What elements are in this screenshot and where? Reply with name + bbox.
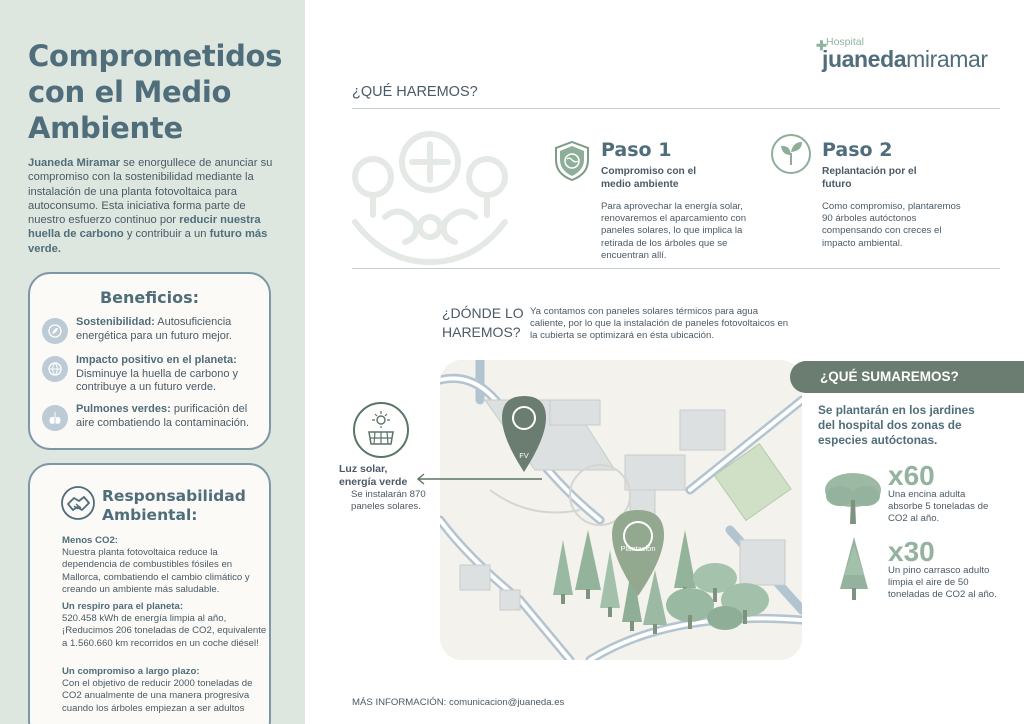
solar-panel-icon — [353, 402, 409, 458]
logo-small-text: Hospital — [826, 36, 864, 48]
contact-email-link[interactable]: comunicacion@juaneda.es — [449, 697, 565, 708]
responsibility-block — [62, 601, 267, 650]
paso2-title: Paso 2 — [822, 139, 893, 161]
tree1-description: Una encina adulta absorbe 5 toneladas de CO2 al año. — [888, 489, 989, 525]
benefit-desc: Autosuficiencia energética para un futuro mejor. — [76, 316, 232, 342]
paso1-subtitle: Compromiso con el medio ambiente — [601, 166, 697, 190]
donde-description: Ya contamos con paneles solares térmicos para agua caliente, por lo que la instalación de paneles fotovoltaicos en la cubierta se optimizará en ésta ubicación. — [530, 306, 789, 342]
block-text: Con el objetivo de reducir 2000 toneladas de CO2 anualmente de una manera progresiva cuando los árboles empiezan a ser adultos — [62, 678, 253, 714]
benefit-item — [42, 403, 264, 431]
hospital-logo — [816, 36, 996, 76]
logo-main-text — [822, 46, 988, 73]
benefit-text — [76, 354, 264, 395]
block-title: Un compromiso a largo plazo: — [62, 666, 200, 677]
logo-bold: juaneda — [822, 46, 907, 72]
donde-line: HAREMOS? — [442, 324, 521, 340]
handshake-icon — [60, 485, 96, 526]
responsibility-title-line: Responsabilidad — [102, 486, 246, 505]
main-title: Comprometidos con el Medio Ambiente — [28, 39, 283, 145]
intro-highlight: futuro más verde. — [28, 228, 268, 255]
responsibility-card — [28, 463, 271, 724]
pine-tree-icon — [834, 535, 874, 601]
globe-icon — [42, 356, 68, 382]
left-panel — [0, 0, 305, 724]
responsibility-header — [60, 485, 246, 526]
responsibility-block — [62, 666, 267, 715]
block-title: Menos CO2: — [62, 535, 118, 546]
responsibility-block — [62, 535, 267, 596]
benefits-title: Beneficios: — [99, 288, 200, 307]
intro-text — [28, 156, 273, 256]
benefits-card — [28, 272, 271, 450]
benefit-desc: purificación del aire combatiendo la contaminación. — [76, 403, 250, 429]
benefit-text — [76, 316, 264, 343]
paso1-description: Para aprovechar la energía solar, renovaremos el aparcamiento con paneles solares, lo que implica la retirada de los árboles que se encuentran allí. — [601, 201, 747, 261]
block-text: 520.458 kWh de energía limpia al año, ¡Reducimos 206 toneladas de CO2, equivalente a 1.560.660 km recorridos en un coche diésel! — [62, 613, 267, 649]
donde-line: ¿DÓNDE LO — [442, 305, 524, 321]
sumaremos-description: Se plantarán en los jardines del hospital dos zonas de especies autóctonas. — [818, 403, 975, 447]
benefit-label: Pulmones verdes: — [76, 403, 171, 415]
divider — [352, 108, 1000, 109]
block-title: Un respiro para el planeta: — [62, 601, 184, 612]
paso1-title: Paso 1 — [601, 139, 672, 161]
lungs-icon — [42, 405, 68, 431]
leaf-icon — [42, 318, 68, 344]
intro-part: y contribuir a un — [123, 228, 210, 241]
benefit-label: Sostenibilidad: — [76, 316, 155, 328]
map-drawing — [440, 360, 802, 660]
divider — [352, 268, 1000, 269]
benefit-text — [76, 403, 264, 430]
section-heading-sumaremos: ¿QUÉ SUMAREMOS? — [790, 361, 1024, 393]
responsibility-title — [102, 487, 246, 525]
block-text: Nuestra planta fotovoltaica reduce la dependencia de combustibles fósiles en Mallorca, combatiendo el cambio climático y creando un ambiente más saludable. — [62, 547, 250, 595]
benefit-label: Impacto positivo en el planeta: — [76, 354, 237, 366]
pin-plantacion-label: Plantación — [620, 544, 656, 553]
oak-tree-icon — [822, 470, 884, 526]
luz-title — [339, 463, 407, 488]
more-info — [352, 697, 564, 708]
benefit-desc: Disminuye la huella de carbono y contribuye a un futuro verde. — [76, 367, 239, 393]
section-heading-haremos: ¿QUÉ HAREMOS? — [352, 84, 478, 100]
luz-description: Se instalarán 870 paneles solares. — [351, 489, 426, 512]
hospital-map — [440, 360, 802, 660]
luz-title-line: energía verde — [339, 475, 408, 488]
tree2-count: x30 — [888, 536, 935, 567]
cross-icon: ✚ — [816, 38, 827, 53]
paso2-description: Como compromiso, plantaremos 90 árboles autóctonos compensando con creces el impacto ambiental. — [822, 201, 961, 249]
tree1-count: x60 — [888, 460, 935, 491]
shield-globe-icon — [553, 140, 591, 182]
intro-highlight: reducir nuestra huella de carbono — [28, 214, 261, 241]
luz-title-line: Luz solar, — [339, 463, 388, 475]
connector-arrow — [414, 472, 544, 486]
sprout-icon — [770, 133, 812, 175]
benefit-item — [42, 354, 264, 395]
pin-fv-label: FV — [519, 451, 529, 460]
tree2-description: Un pino carrasco adulto limpia el aire de 50 toneladas de CO2 al año. — [888, 565, 997, 601]
benefit-item — [42, 316, 264, 344]
more-info-label: MÁS INFORMACIÓN: — [352, 697, 447, 708]
intro-brand: Juaneda Miramar — [28, 157, 121, 169]
paso2-subtitle: Replantación por el futuro — [822, 166, 917, 190]
intro-part: se enorgullece de anunciar su compromiso con la sostenibilidad mediante la instalación de una planta fotovoltaica para autoconsumo. Esta iniciativa forma parte de nuestro esfuerzo continuo por — [28, 157, 273, 227]
section-heading-donde — [442, 304, 524, 342]
logo-light: miramar — [906, 46, 988, 72]
responsibility-title-line: Ambiental: — [102, 505, 198, 524]
planet-hands-illustration — [345, 122, 515, 267]
